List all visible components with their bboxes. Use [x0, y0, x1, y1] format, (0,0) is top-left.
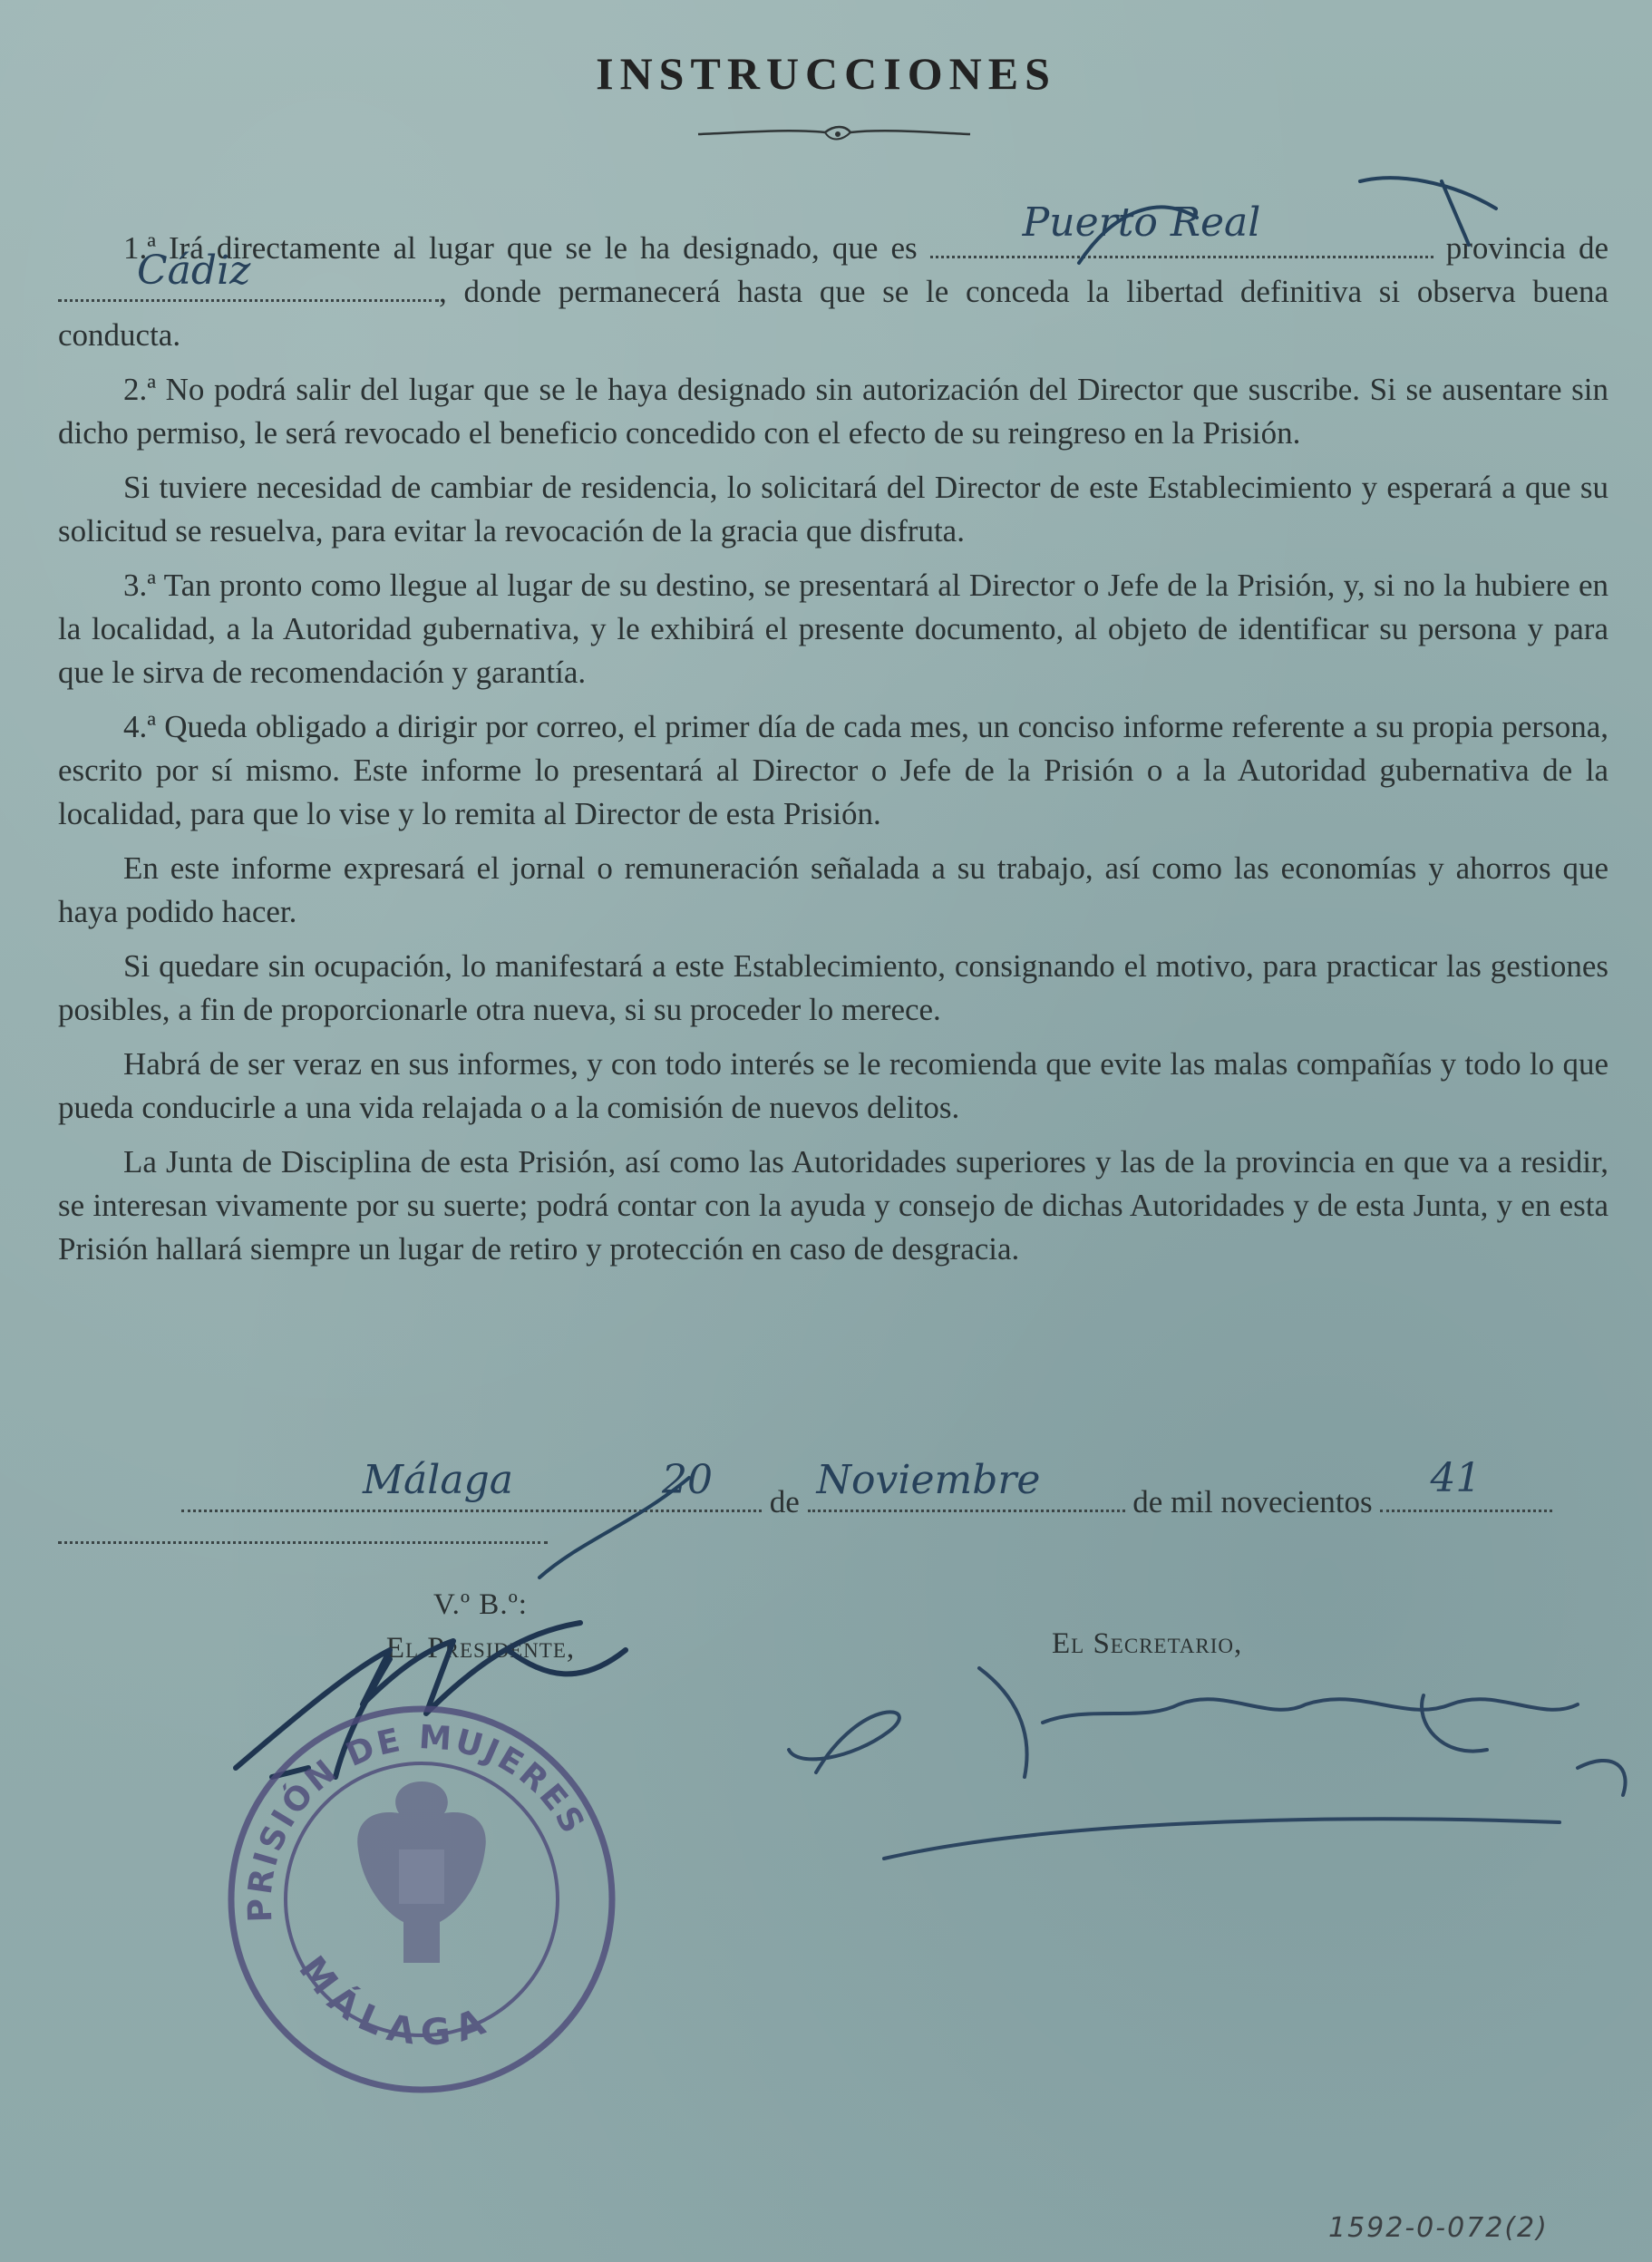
destination-value: Puerto Real	[1022, 199, 1261, 246]
instruction-4-paragraph-3: Si quedare sin ocupación, lo manifestará a este Establecimiento, consignando el motivo, para practicar las gestiones posibles, a fin de proporcionarle otra nueva, si su proceder lo merece.	[58, 948, 1608, 1027]
instruction-1	[58, 199, 1608, 357]
vb-block	[345, 1583, 617, 1670]
instruction-4-paragraph-4: Habrá de ser veraz en sus informes, y con todo interés se le recomienda que evite las malas compañías y todo lo que pueda conducirle a una vida relajada o a la comisión de nuevos delitos.	[58, 1046, 1608, 1125]
instruction-4-number: 4.ª	[123, 709, 156, 744]
instruction-1-number: 1.ª	[123, 230, 156, 266]
date-continuation-dots	[58, 1541, 548, 1544]
president-label: El Presidente,	[385, 1632, 576, 1665]
destination-field	[930, 199, 1433, 258]
instruction-2-text: No podrá salir del lugar que se le haya designado sin autorización del Director que suscribe. Si se ausentare sin dicho permiso, le será revocado el beneficio concedido con el efecto de su reingreso en la Prisión.	[58, 372, 1609, 451]
date-month: Noviembre	[816, 1457, 1041, 1503]
instruction-4	[58, 705, 1608, 836]
instruction-3-number: 3.ª	[123, 568, 156, 603]
vb-label: V.º B.º:	[433, 1588, 528, 1621]
prison-stamp	[231, 1709, 612, 2090]
instruction-1-text-c: , donde permanecerá hasta que se le conceda la libertad definitiva si observa buena conducta.	[58, 274, 1608, 353]
date-de-1: de	[769, 1484, 800, 1519]
instruction-4-paragraph-5: La Junta de Disciplina de esta Prisión, así como las Autoridades superiores y las de la provincia en que va a residir, se interesan vivamente por su suerte; podrá contar con la ayuda y consejo de dichas Autoridades y de esta Junta, y en esta Prisión hallará siempre un lugar de retiro y protección en caso de desgracia.	[58, 1144, 1608, 1267]
date-day: 20	[662, 1457, 713, 1503]
instruction-3	[58, 564, 1608, 694]
date-de-2: de mil novecientos	[1132, 1484, 1373, 1519]
instruction-2	[58, 368, 1608, 455]
instruction-4-paragraph-2: En este informe expresará el jornal o remuneración señalada a su trabajo, así como las economías y ahorros que haya podido hacer.	[58, 850, 1608, 929]
instruction-2-number: 2.ª	[123, 372, 156, 407]
archive-reference: 1592-0-072(2)	[1328, 2212, 1549, 2244]
document-title: INSTRUCCIONES	[596, 48, 1056, 99]
secretary-label: El Secretario,	[1052, 1627, 1243, 1660]
date-year: 41	[1430, 1455, 1482, 1501]
province-value: Cádiz	[137, 248, 251, 294]
stamp-bottom-text: MÁLAGA	[290, 1948, 500, 2055]
instruction-1-text-b: provincia de	[1445, 230, 1608, 266]
secretary-signature	[789, 1668, 1626, 1859]
date-year-field	[1380, 1455, 1552, 1512]
eagle-emblem	[357, 1781, 486, 1963]
instructions-body	[58, 199, 1609, 1282]
stamp-top-text: PRISIÓN DE MUJERES	[241, 1719, 593, 1924]
instruction-3-text: Tan pronto como llegue al lugar de su destino, se presentará al Director o Jefe de la Prisión, y, si no la hubiere en la localidad, a la Autoridad gubernativa, y le exhibirá el presente documento, al objeto de identificar su persona y para que le sirva de recomendación y garantía.	[58, 568, 1609, 690]
instruction-2-paragraph-2: Si tuviere necesidad de cambiar de residencia, lo solicitará del Director de este Establecimiento y esperará a que su solicitud se resuelva, para evitar la revocación de la gracia que disfruta.	[58, 470, 1608, 549]
instruction-4-text: Queda obligado a dirigir por correo, el primer día de cada mes, un conciso informe referente a su propia persona, escrito por sí mismo. Este informe lo presentará al Director o Jefe de la Prisión o a la Autoridad gubernativa de la localidad, para que lo vise y lo remita al Director de esta Prisión.	[58, 709, 1608, 831]
date-city: Málaga	[363, 1457, 513, 1503]
title-ornament	[689, 116, 979, 152]
date-city-field	[181, 1457, 762, 1512]
date-month-field	[808, 1457, 1125, 1512]
date-line	[181, 1455, 1605, 1520]
instruction-1-text-a: Irá directamente al lugar que se le ha designado, que es	[168, 230, 918, 266]
